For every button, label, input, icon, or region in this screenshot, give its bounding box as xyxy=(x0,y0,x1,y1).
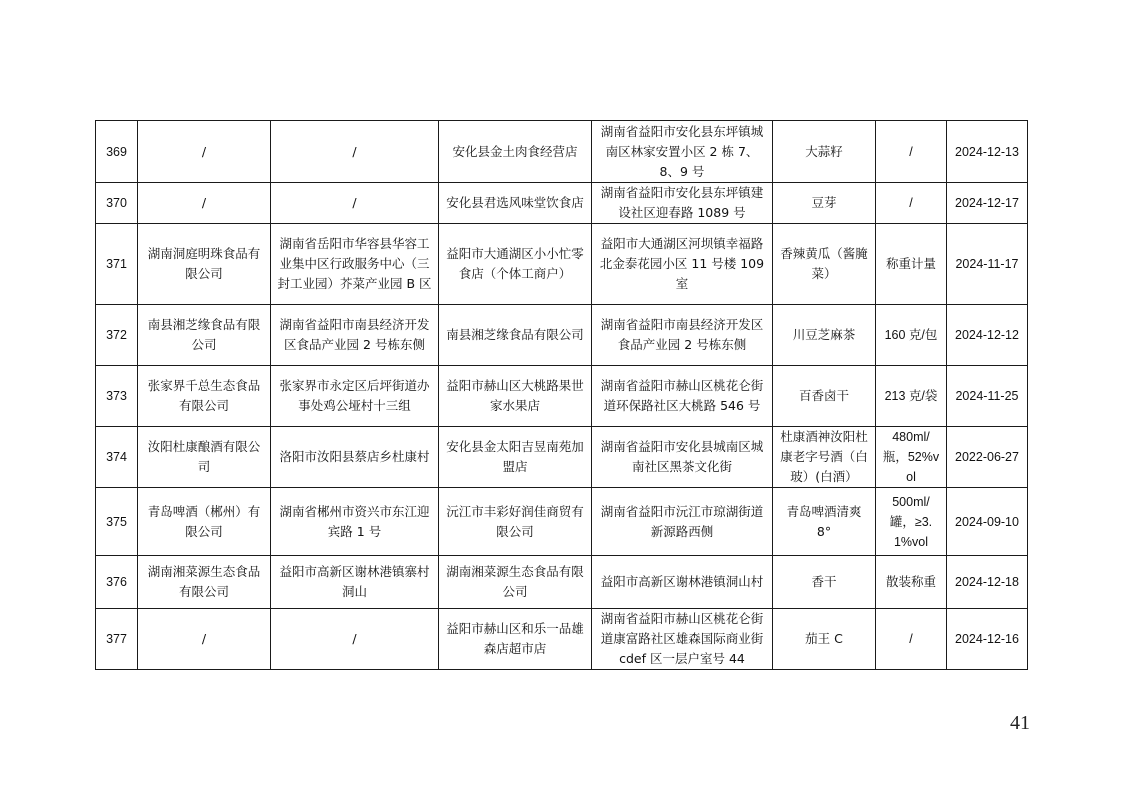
cell-number: 374 xyxy=(96,427,138,488)
cell-manufacturer-address: 湖南省益阳市南县经济开发区食品产业园 2 号栋东侧 xyxy=(271,305,439,366)
cell-manufacturer-address: 益阳市高新区谢林港镇寨村洞山 xyxy=(271,556,439,609)
cell-spec: 213 克/袋 xyxy=(876,366,947,427)
inspection-table xyxy=(95,120,1028,670)
cell-manufacturer-address: 湖南省郴州市资兴市东江迎宾路 1 号 xyxy=(271,488,439,556)
cell-spec: / xyxy=(876,121,947,183)
cell-manufacturer-address: 湖南省岳阳市华容县华容工业集中区行政服务中心（三封工业园）芥菜产业园 B 区 xyxy=(271,224,439,305)
cell-date: 2024-12-17 xyxy=(947,183,1028,224)
cell-date: 2024-09-10 xyxy=(947,488,1028,556)
cell-number: 376 xyxy=(96,556,138,609)
cell-number: 377 xyxy=(96,609,138,670)
cell-sampled-unit: 益阳市大通湖区小小忙零食店（个体工商户） xyxy=(439,224,592,305)
cell-manufacturer-address: / xyxy=(271,121,439,183)
cell-date: 2024-12-16 xyxy=(947,609,1028,670)
cell-manufacturer: 湖南湘菜源生态食品有限公司 xyxy=(138,556,271,609)
cell-product: 青岛啤酒清爽 8° xyxy=(773,488,876,556)
cell-date: 2024-12-13 xyxy=(947,121,1028,183)
cell-spec: / xyxy=(876,609,947,670)
cell-number: 369 xyxy=(96,121,138,183)
page-number: 41 xyxy=(1010,712,1030,734)
cell-product: 百香卤干 xyxy=(773,366,876,427)
cell-number: 372 xyxy=(96,305,138,366)
cell-manufacturer: 南县湘芝缘食品有限公司 xyxy=(138,305,271,366)
cell-sampled-unit: 益阳市赫山区和乐一品雄森店超市店 xyxy=(439,609,592,670)
cell-spec: 散装称重 xyxy=(876,556,947,609)
cell-manufacturer-address: 张家界市永定区后坪街道办事处鸡公垭村十三组 xyxy=(271,366,439,427)
cell-sampled-address: 益阳市高新区谢林港镇洞山村 xyxy=(592,556,773,609)
cell-product: 茄王 C xyxy=(773,609,876,670)
cell-manufacturer: 张家界千总生态食品有限公司 xyxy=(138,366,271,427)
cell-sampled-unit: 安化县君选风味堂饮食店 xyxy=(439,183,592,224)
cell-manufacturer-address: 洛阳市汝阳县蔡店乡杜康村 xyxy=(271,427,439,488)
cell-product: 川豆芝麻茶 xyxy=(773,305,876,366)
cell-manufacturer: / xyxy=(138,121,271,183)
cell-spec: 480ml/瓶，52%vol xyxy=(876,427,947,488)
cell-spec: 称重计量 xyxy=(876,224,947,305)
cell-manufacturer: 青岛啤酒（郴州）有限公司 xyxy=(138,488,271,556)
cell-spec: / xyxy=(876,183,947,224)
cell-date: 2024-12-18 xyxy=(947,556,1028,609)
cell-date: 2024-12-12 xyxy=(947,305,1028,366)
cell-manufacturer: / xyxy=(138,183,271,224)
cell-sampled-address: 湖南省益阳市南县经济开发区食品产业园 2 号栋东侧 xyxy=(592,305,773,366)
table-row xyxy=(96,224,1028,305)
cell-sampled-address: 湖南省益阳市安化县东坪镇城南区林家安置小区 2 栋 7、8、9 号 xyxy=(592,121,773,183)
cell-sampled-unit: 安化县金太阳吉昱南苑加盟店 xyxy=(439,427,592,488)
cell-sampled-address: 湖南省益阳市赫山区桃花仑街道康富路社区雄森国际商业街 cdef 区一层户室号 44 xyxy=(592,609,773,670)
cell-product: 香干 xyxy=(773,556,876,609)
cell-sampled-unit: 益阳市赫山区大桃路果世家水果店 xyxy=(439,366,592,427)
cell-sampled-unit: 湖南湘菜源生态食品有限公司 xyxy=(439,556,592,609)
table-row xyxy=(96,366,1028,427)
cell-number: 373 xyxy=(96,366,138,427)
cell-manufacturer-address: / xyxy=(271,609,439,670)
cell-number: 375 xyxy=(96,488,138,556)
cell-sampled-unit: 南县湘芝缘食品有限公司 xyxy=(439,305,592,366)
cell-sampled-address: 湖南省益阳市安化县东坪镇建设社区迎春路 1089 号 xyxy=(592,183,773,224)
cell-spec: 160 克/包 xyxy=(876,305,947,366)
cell-date: 2024-11-17 xyxy=(947,224,1028,305)
cell-date: 2022-06-27 xyxy=(947,427,1028,488)
table-row xyxy=(96,556,1028,609)
cell-manufacturer: 汝阳杜康酿酒有限公司 xyxy=(138,427,271,488)
table-row xyxy=(96,488,1028,556)
cell-manufacturer: / xyxy=(138,609,271,670)
table-row xyxy=(96,121,1028,183)
table-row xyxy=(96,305,1028,366)
table-row xyxy=(96,427,1028,488)
cell-product: 杜康酒神汝阳杜康老字号酒（白玻）(白酒） xyxy=(773,427,876,488)
cell-sampled-address: 湖南省益阳市安化县城南区城南社区黑茶文化街 xyxy=(592,427,773,488)
cell-date: 2024-11-25 xyxy=(947,366,1028,427)
cell-sampled-address: 益阳市大通湖区河坝镇幸福路北金泰花园小区 11 号楼 109 室 xyxy=(592,224,773,305)
cell-sampled-unit: 安化县金土肉食经营店 xyxy=(439,121,592,183)
cell-product: 大蒜籽 xyxy=(773,121,876,183)
cell-product: 豆芽 xyxy=(773,183,876,224)
table-row xyxy=(96,609,1028,670)
cell-sampled-address: 湖南省益阳市沅江市琼湖街道新源路西侧 xyxy=(592,488,773,556)
cell-number: 370 xyxy=(96,183,138,224)
cell-number: 371 xyxy=(96,224,138,305)
table-row xyxy=(96,183,1028,224)
cell-spec: 500ml/罐，≥3.1%vol xyxy=(876,488,947,556)
cell-manufacturer-address: / xyxy=(271,183,439,224)
cell-product: 香辣黄瓜（酱腌菜） xyxy=(773,224,876,305)
cell-sampled-address: 湖南省益阳市赫山区桃花仑街道环保路社区大桃路 546 号 xyxy=(592,366,773,427)
table-body xyxy=(96,121,1028,670)
cell-manufacturer: 湖南洞庭明珠食品有限公司 xyxy=(138,224,271,305)
cell-sampled-unit: 沅江市丰彩好润佳商贸有限公司 xyxy=(439,488,592,556)
